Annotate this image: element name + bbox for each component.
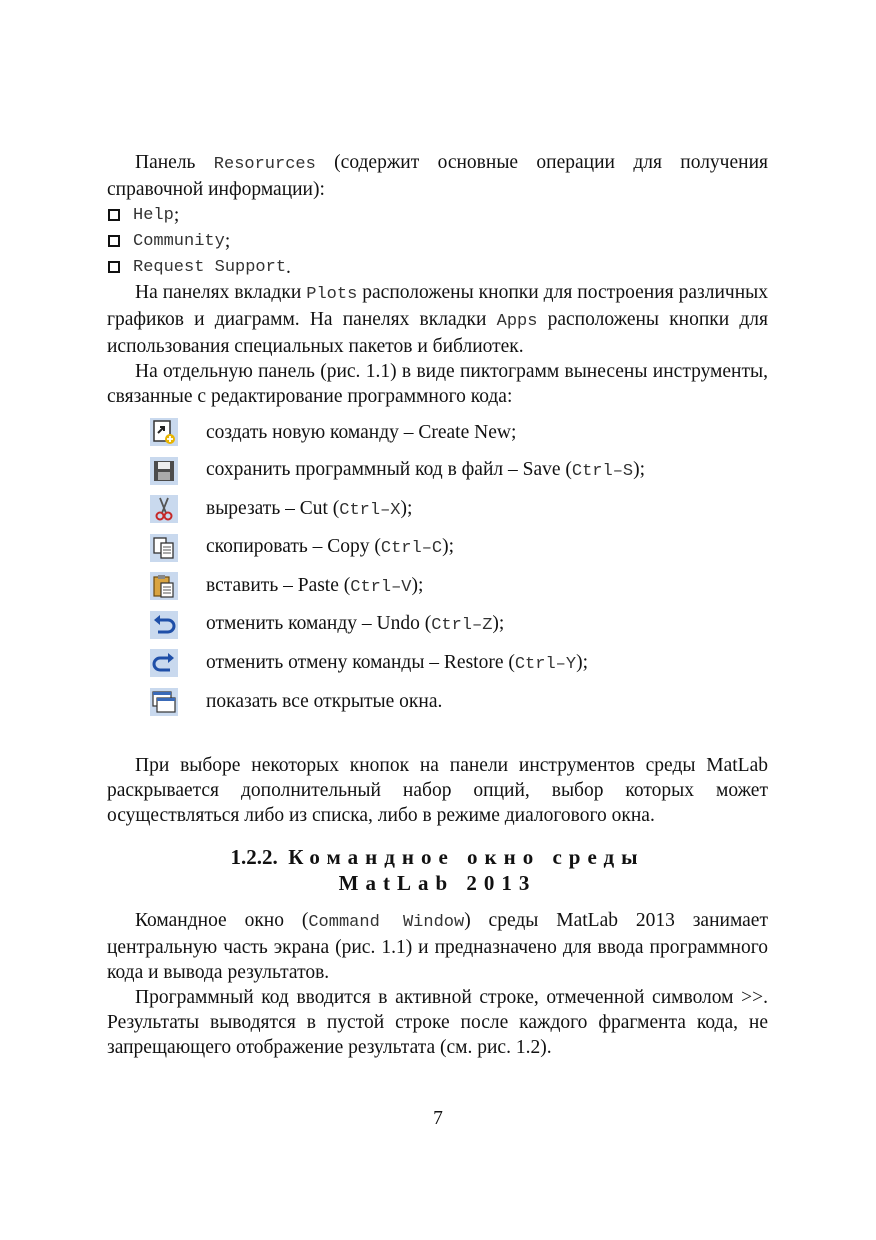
toolbar-paragraph: На отдельную панель (рис. 1.1) в виде пиктограмм вынесены инструменты, связанные с редактирование программного кода: [107, 361, 768, 407]
tool-row: сохранить программный код в файл – Save (Ctrl–S); [107, 452, 768, 491]
resources-list [107, 202, 768, 280]
tool-row: отменить отмену команды – Restore (Ctrl–Y); [107, 644, 768, 683]
windows-icon [148, 686, 180, 718]
list-item: Help ; [107, 202, 768, 228]
plots-paragraph: На панелях вкладки Plots расположены кнопки для построения различных графиков и диаграмм. На панелях вкладки Apps расположены кнопки для использования специальных пакетов и библиотек. [107, 282, 768, 357]
copy-icon [148, 532, 180, 564]
page-content [107, 150, 768, 1060]
redo-icon [148, 647, 180, 679]
list-item: Request Support . [107, 254, 768, 280]
tool-row: отменить команду – Undo (Ctrl–Z); [107, 606, 768, 645]
code-paragraph: Программный код вводится в активной строке, отмеченной символом >>. Результаты выводятся в пустой строке после каждого фрагмента кода, не запрещающего отображение результата (см. рис. 1.2). [107, 987, 768, 1058]
command-window-paragraph: Командное окно (Command Window) среды MatLab 2013 занимает центральную часть экрана (рис. 1.1) и предназначено для ввода программного кода и вывода результатов. [107, 910, 768, 983]
checkbox-bullet-icon [108, 235, 120, 247]
undo-icon [148, 609, 180, 641]
section-heading: 1.2.2. Командное окно среды MatLab 2013 [230, 845, 645, 895]
create-new-icon [148, 416, 180, 448]
tool-row: скопировать – Copy (Ctrl–C); [107, 529, 768, 568]
page-number: 7 [433, 1108, 443, 1129]
tool-list [107, 413, 768, 721]
tool-row: вставить – Paste (Ctrl–V); [107, 567, 768, 606]
code-resources: Resorurces [213, 155, 316, 174]
save-icon [148, 455, 180, 487]
checkbox-bullet-icon [108, 261, 120, 273]
options-paragraph: При выборе некоторых кнопок на панели инструментов среды MatLab раскрывается дополнительный набор опций, выбор которых может осуществляться либо из списка, либо в режиме диалогового окна. [107, 755, 768, 826]
paste-icon [148, 570, 180, 602]
checkbox-bullet-icon [108, 209, 120, 221]
tool-row: создать новую команду – Create New; [107, 413, 768, 452]
tool-row: показать все открытые окна. [107, 683, 768, 722]
resources-paragraph: Панель Resorurces (содержит основные операции для получения справочной информации): [107, 152, 768, 200]
list-item: Community ; [107, 228, 768, 254]
cut-icon [148, 493, 180, 525]
tool-row: вырезать – Cut (Ctrl–X); [107, 490, 768, 529]
